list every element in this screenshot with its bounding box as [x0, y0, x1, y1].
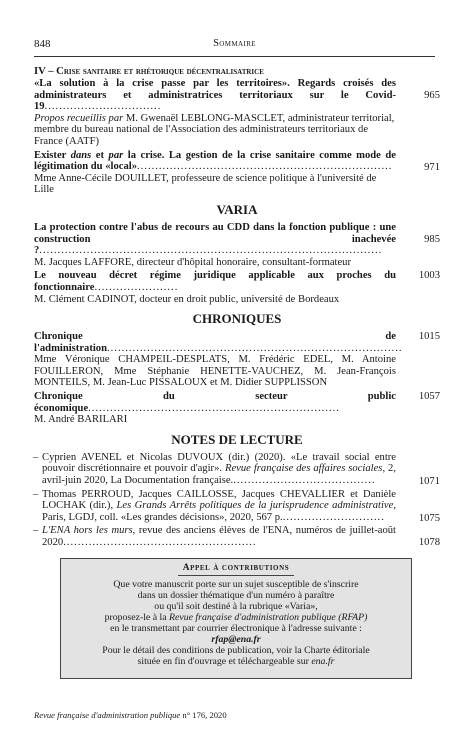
box-title-rule: [178, 575, 294, 576]
entry-text: Cyprien AVENEL et Nicolas DUVOUX (dir.) (2020). «Le travail social entre pouvoir discrétionnaire et pouvoir d'agir». Revue française des affaires sociales, 2, avril-juin 2020, La Documentation française........................................: [42, 451, 397, 487]
toc-entry[interactable]: [34, 150, 440, 196]
entry-page-number: 1075: [418, 512, 440, 524]
entry-page-number: 1078: [418, 537, 440, 549]
entry-page-number: 1057: [418, 391, 440, 403]
table-of-contents: [34, 66, 440, 551]
entry-title: Chronique de l'administration.................................................................................: [34, 331, 403, 354]
appeal-line: dans un dossier thématique d'un numéro à paraître: [137, 590, 335, 601]
entry-author: Propos recueillis par M. Gwenaël LEBLONG-MASCLET, administrateur territorial, membre du bureau national de l'Association des administrateurs territoriaux de France (AATF): [34, 112, 395, 147]
page-header: [34, 38, 435, 52]
entry-text: L'ENA hors les murs, revue des anciens élèves de l'ENA, numéros de juillet-août 2020.....................................................: [42, 525, 396, 548]
toc-entry[interactable]: [34, 525, 440, 548]
header-rule: [34, 56, 435, 57]
section-title-notes: NOTES DE LECTURE: [171, 431, 303, 447]
entry-author: Mme Véronique CHAMPEIL-DESPLATS, M. Frédéric EDEL, M. Antoine FOUILLERON, Mme Stéphanie HENETTE-VAUCHEZ, M. Jean-François MONTEILS, M. Jean-Luc PISSALOUX et M. Didier SUPPLISSON: [34, 354, 396, 389]
toc-entry[interactable]: [34, 391, 440, 426]
entry-page-number: 971: [424, 161, 440, 173]
entry-dash: –: [33, 451, 39, 463]
journal-name: Revue française d'administration publique: [34, 710, 181, 720]
entry-author: Mme Anne-Cécile DOUILLET, professeure de science politique à l'université de Lille: [34, 172, 377, 196]
entry-page-number: 965: [424, 90, 440, 101]
appeal-line: en le transmettant par courrier électronique à l'adresse suivante :: [110, 623, 362, 634]
entry-page-number: 1071: [418, 475, 440, 487]
issue-number: n° 176, 2020: [180, 710, 227, 720]
entry-author: M. Jacques LAFFORE, directeur d'hôpital honoraire, consultant-formateur: [34, 256, 351, 268]
toc-entry[interactable]: [34, 270, 440, 305]
call-for-contributions-box: [60, 558, 412, 679]
appeal-line: Que votre manuscrit porte sur un sujet susceptible de s'inscrire: [113, 579, 359, 590]
entry-dash: –: [33, 525, 39, 537]
entry-title: «La solution à la crise passe par les territoires». Regards croisés des administrateurs et administratrices territoriaux sur le Covid-19................................: [34, 78, 396, 113]
toc-entry[interactable]: [34, 489, 440, 524]
running-head: Sommaire: [213, 38, 256, 49]
entry-page-number: 1003: [418, 270, 440, 282]
website-link[interactable]: ena.fr: [311, 656, 335, 667]
entry-dash: –: [33, 488, 39, 500]
entry-author: M. Clément CADINOT, docteur en droit public, université de Bordeaux: [34, 293, 340, 305]
appeal-line: proposez-le à la Revue française d'administration publique (RFAP): [104, 612, 368, 623]
contact-email-link[interactable]: rfap@ena.fr: [211, 634, 261, 645]
section-title-varia: VARIA: [216, 201, 258, 217]
toc-entry[interactable]: [34, 331, 440, 389]
entry-page-number: 1015: [418, 331, 440, 343]
entry-title: La protection contre l'abus de recours au CDD dans la fonction publique : une construction inachevée ?..............................................................................................: [34, 221, 396, 257]
page-number: 848: [34, 38, 51, 50]
appeal-line: ou qu'il soit destiné à la rubrique «Varia»,: [154, 601, 318, 612]
entry-title: Le nouveau décret régime juridique applicable aux proches du fonctionnaire.......................: [34, 270, 396, 293]
appeal-line: située en fin d'ouvrage et téléchargeable sur ena.fr: [137, 656, 335, 667]
toc-entry[interactable]: [34, 452, 440, 487]
section-iv-title: IV – Crise sanitaire et rhétorique décentralisatrice: [34, 66, 264, 77]
entry-title: Exister dans et par la crise. La gestion de la crise sanitaire comme mode de légitimation du «local»......................................................................: [34, 149, 396, 173]
entry-text: Thomas PERROUD, Jacques CAILLOSSE, Jacques CHEVALLIER et Danièle LOCHAK (dir.), Les Grands Arrêts politiques de la jurisprudence administrative, Paris, LGDJ, coll. «Les grandes décisions», 2020, 567 p.............................: [42, 488, 396, 523]
entry-author: M. André BARILARI: [34, 414, 128, 426]
call-for-contributions-title: Appel à contributions: [182, 563, 290, 573]
entry-title: Chronique du secteur public économique.....................................................................: [34, 391, 396, 414]
page-footer: [34, 710, 227, 720]
entry-page-number: 985: [424, 233, 440, 245]
toc-entry[interactable]: [34, 78, 440, 148]
toc-entry[interactable]: [34, 222, 440, 268]
section-title-chroniques: CHRONIQUES: [192, 311, 282, 327]
appeal-line: Pour le détail des conditions de publication, voir la Charte éditoriale: [102, 645, 370, 656]
